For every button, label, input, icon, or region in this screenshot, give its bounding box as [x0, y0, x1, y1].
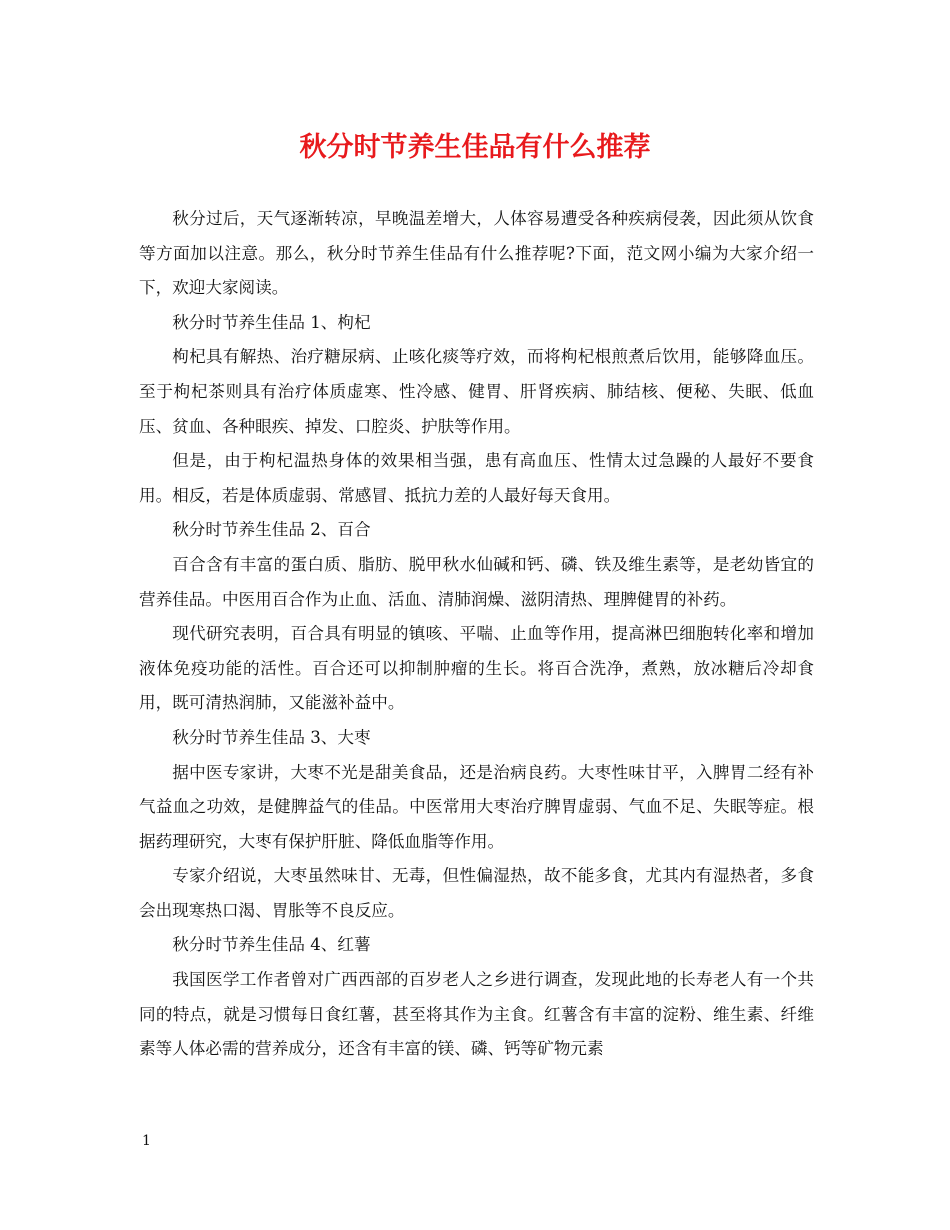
paragraph: 专家介绍说，大枣虽然味甘、无毒，但性偏湿热，故不能多食，尤其内有湿热者，多食会出现寒热口渴、胃胀等不良反应。: [139, 866, 814, 920]
paragraph: 秋分过后，天气逐渐转凉，早晚温差增大，人体容易遭受各种疾病侵袭，因此须从饮食等方面加以注意。那么，秋分时节养生佳品有什么推荐呢?下面，范文网小编为大家介绍一下，欢迎大家阅读。: [139, 209, 814, 298]
paragraph: 据中医专家讲，大枣不光是甜美食品，还是治病良药。大枣性味甘平，入脾胃二经有补气益血之功效，是健脾益气的佳品。中医常用大枣治疗脾胃虚弱、气血不足、失眠等症。根据药理研究，大枣有保护肝脏、降低血脂等作用。: [139, 762, 814, 851]
document-body: [139, 202, 814, 1067]
section-heading: 秋分时节养生佳品 2、百合: [172, 520, 371, 540]
paragraph: 我国医学工作者曾对广西西部的百岁老人之乡进行调查，发现此地的长寿老人有一个共同的特点，就是习惯每日食红薯，甚至将其作为主食。红薯含有丰富的淀粉、维生素、纤维素等人体必需的营养成分，还含有丰富的镁、磷、钙等矿物元素: [139, 970, 814, 1059]
paragraph: 但是，由于枸杞温热身体的效果相当强，患有高血压、性情太过急躁的人最好不要食用。相反，若是体质虚弱、常感冒、抵抗力差的人最好每天食用。: [139, 451, 814, 505]
section-heading: 秋分时节养生佳品 4、红薯: [172, 935, 371, 955]
section-heading: 秋分时节养生佳品 3、大枣: [172, 727, 371, 747]
paragraph: 百合含有丰富的蛋白质、脂肪、脱甲秋水仙碱和钙、磷、铁及维生素等，是老幼皆宜的营养佳品。中医用百合作为止血、活血、清肺润燥、滋阴清热、理脾健胃的补药。: [139, 554, 814, 609]
section-heading: 秋分时节养生佳品 1、枸杞: [172, 312, 371, 332]
paragraph: 现代研究表明，百合具有明显的镇咳、平喘、止血等作用，提高淋巴细胞转化率和增加液体免疫功能的活性。百合还可以抑制肿瘤的生长。将百合洗净，煮熟，放冰糖后冷却食用，既可清热润肺，又能滋补益中。: [139, 624, 814, 713]
page-number: 1: [142, 1133, 151, 1149]
document-title: 秋分时节养生佳品有什么推荐: [299, 132, 651, 163]
paragraph: 枸杞具有解热、治疗糖尿病、止咳化痰等疗效，而将枸杞根煎煮后饮用，能够降血压。至于枸杞茶则具有治疗体质虚寒、性冷感、健胃、肝肾疾病、肺结核、便秘、失眠、低血压、贫血、各种眼疾、掉发、口腔炎、护肤等作用。: [139, 347, 814, 436]
